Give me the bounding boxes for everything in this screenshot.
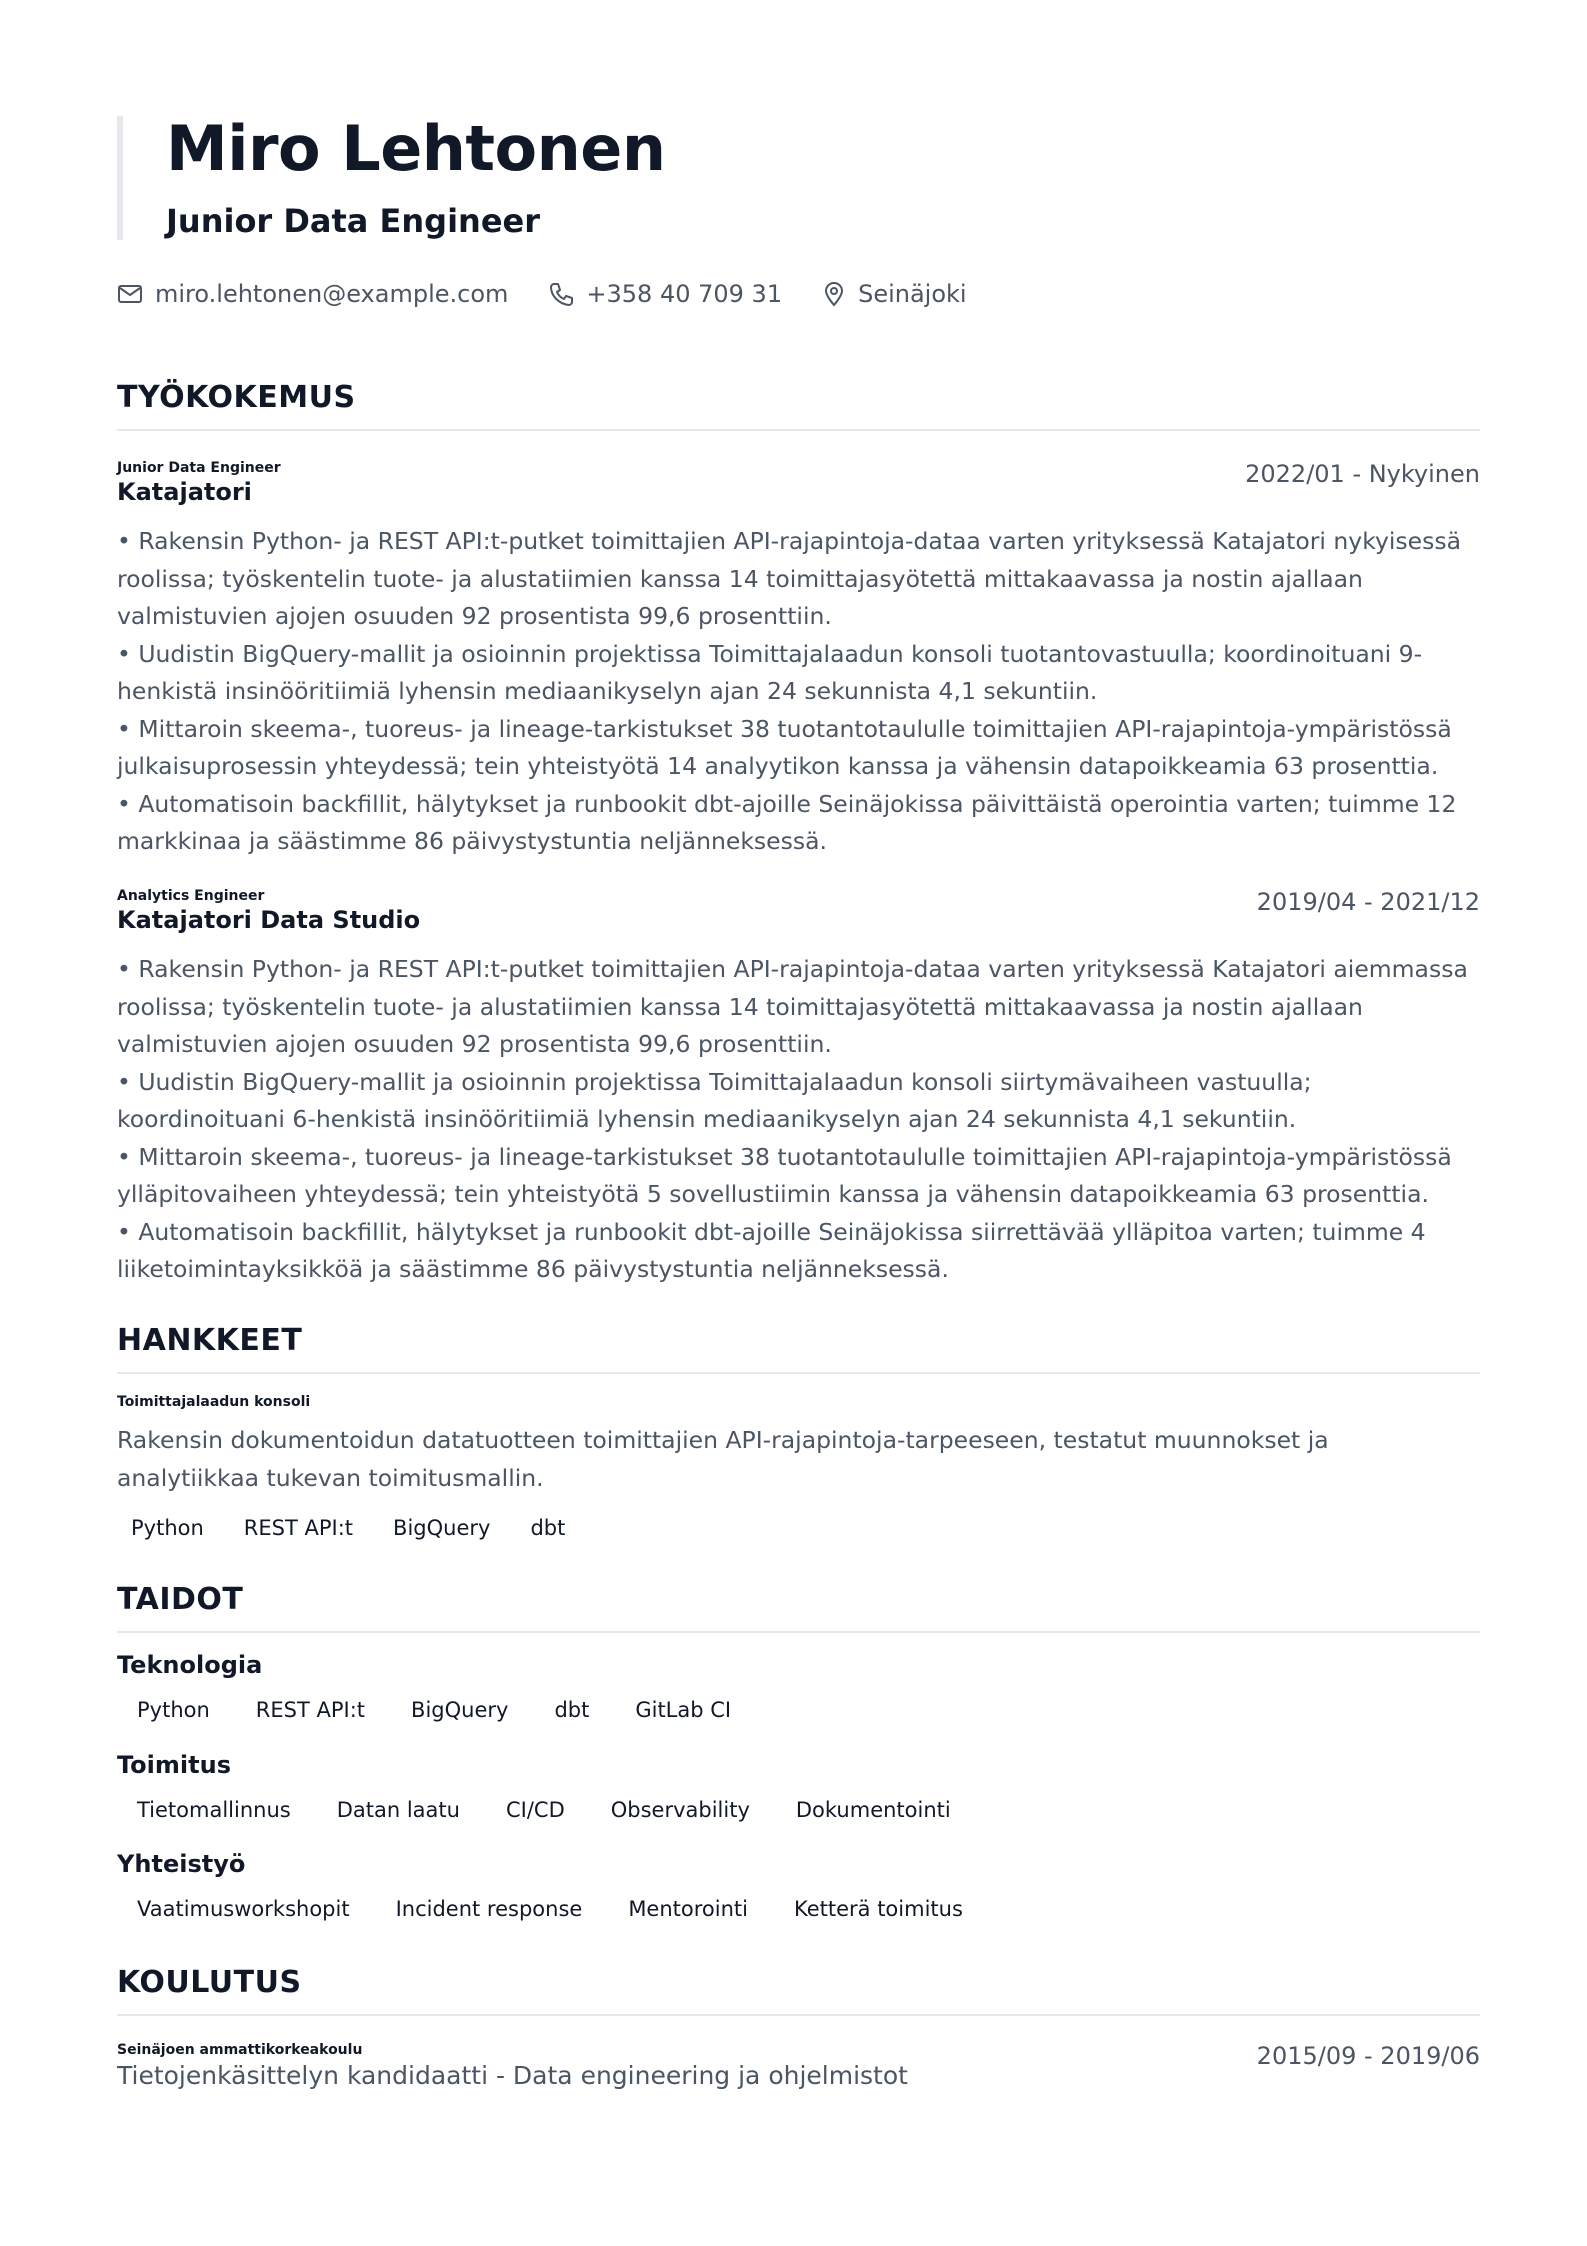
skill-tag: CI/CD bbox=[505, 1798, 565, 1822]
skill-tag: Datan laatu bbox=[336, 1798, 460, 1822]
contact-phone[interactable] bbox=[548, 280, 782, 308]
tag: dbt bbox=[530, 1516, 566, 1540]
contact-row bbox=[117, 280, 1007, 308]
skill-tags bbox=[117, 1798, 977, 1822]
skill-tag: Dokumentointi bbox=[795, 1798, 951, 1822]
job-bullet: • Uudistin BigQuery-mallit ja osioinnin projektissa Toimittajalaadun konsoli tuotantovastuulla; koordinoituani 9-henkistä insinööritiimiä lyhensin mediaanikyselyn ajan 24 sekunnista 4,1 sekuntiin. bbox=[117, 639, 1423, 705]
experience-heading: TYÖKOKEMUS bbox=[117, 380, 1480, 431]
job-bullet: • Rakensin Python- ja REST API:t-putket toimittajien API-rajapintoja-dataa varten yrityksessä Katajatori aiemmassa roolissa; työskentelin tuote- ja alustatiimien kanssa 14 toimittajasyötettä mittakaavassa ja nostin ajallaan valmistuvien ajojen osuuden 92 prosentista 99,6 prosenttiin. bbox=[117, 955, 1468, 1058]
tag: BigQuery bbox=[393, 1516, 491, 1540]
tag: Python bbox=[131, 1516, 204, 1540]
skill-tags bbox=[117, 1897, 989, 1921]
job-company: Katajatori bbox=[117, 478, 252, 506]
skill-tag: Observability bbox=[610, 1798, 750, 1822]
project-tags bbox=[117, 1516, 585, 1540]
skill-tag: REST API:t bbox=[255, 1698, 366, 1722]
skill-tag: Ketterä toimitus bbox=[793, 1897, 963, 1921]
contact-phone-text: +358 40 709 31 bbox=[586, 280, 783, 308]
candidate-name: Miro Lehtonen bbox=[166, 112, 666, 185]
location-icon bbox=[822, 281, 846, 307]
job-date: 2019/04 - 2021/12 bbox=[1256, 888, 1480, 916]
skill-category: Yhteistyö bbox=[117, 1850, 246, 1878]
projects-heading: HANKKEET bbox=[117, 1323, 1480, 1374]
job-bullet: • Automatisoin backfillit, hälytykset ja runbookit dbt-ajoille Seinäjokissa siirrettävää ylläpitoa varten; tuimme 4 liiketoimintayksikköä ja säästimme 86 päivystystuntia neljänneksessä. bbox=[117, 1217, 1426, 1283]
job-bullet: • Rakensin Python- ja REST API:t-putket toimittajien API-rajapintoja-dataa varten yrityksessä Katajatori nykyisessä roolissa; työskentelin tuote- ja alustatiimien kanssa 14 toimittajasyötettä mittakaavassa ja nostin ajallaan valmistuvien ajojen osuuden 92 prosentista 99,6 prosenttiin. bbox=[117, 527, 1461, 630]
project-description: Rakensin dokumentoidun datatuotteen toimittajien API-rajapintoja-tarpeeseen, testatut muunnokset ja analytiikkaa tukevan toimitusmallin. bbox=[117, 1426, 1329, 1492]
job-bullet: • Uudistin BigQuery-mallit ja osioinnin projektissa Toimittajalaadun konsoli siirtymävaiheen vastuulla; koordinoituani 6-henkistä insinööritiimiä lyhensin mediaanikyselyn ajan 24 sekunnista 4,1 sekuntiin. bbox=[117, 1067, 1312, 1133]
skill-tag: Tietomallinnus bbox=[137, 1798, 291, 1822]
education-school: Seinäjoen ammattikorkeakoulu bbox=[117, 2042, 363, 2058]
skill-tag: Vaatimusworkshopit bbox=[137, 1897, 350, 1921]
candidate-title: Junior Data Engineer bbox=[166, 202, 541, 240]
skill-tag: Python bbox=[137, 1698, 210, 1722]
job-bullets bbox=[117, 951, 1480, 1289]
contact-location-text: Seinäjoki bbox=[858, 280, 967, 308]
contact-email-text: miro.lehtonen@example.com bbox=[155, 280, 509, 308]
job-bullet: • Mittaroin skeema-, tuoreus- ja lineage-tarkistukset 38 tuotantotaululle toimittajien API-rajapintoja-ympäristössä ylläpitovaiheen yhteydessä; tein yhteistyötä 5 sovellustiimin kanssa ja vähensin datapoikkeamia 63 prosenttia. bbox=[117, 1142, 1452, 1208]
job-bullet: • Mittaroin skeema-, tuoreus- ja lineage-tarkistukset 38 tuotantotaululle toimittajien API-rajapintoja-ympäristössä julkaisuprosessin yhteydessä; tein yhteistyötä 14 analyytikon kanssa ja vähensin datapoikkeamia 63 prosenttia. bbox=[117, 714, 1452, 780]
skill-category: Toimitus bbox=[117, 1751, 231, 1779]
skills-heading: TAIDOT bbox=[117, 1582, 1480, 1633]
mail-icon bbox=[117, 283, 143, 305]
education-heading: KOULUTUS bbox=[117, 1965, 1480, 2016]
contact-email[interactable] bbox=[117, 280, 508, 308]
tag: REST API:t bbox=[243, 1516, 354, 1540]
skill-tag: Mentorointi bbox=[628, 1897, 748, 1921]
skill-tag: GitLab CI bbox=[635, 1698, 732, 1722]
skill-tag: dbt bbox=[554, 1698, 590, 1722]
job-bullets bbox=[117, 523, 1480, 861]
education-date: 2015/09 - 2019/06 bbox=[1256, 2042, 1480, 2070]
contact-location bbox=[822, 280, 967, 308]
job-role: Analytics Engineer bbox=[117, 888, 265, 904]
skill-tag: Incident response bbox=[395, 1897, 583, 1921]
resume-header bbox=[117, 112, 666, 240]
skill-tags bbox=[117, 1698, 757, 1722]
skill-tag: BigQuery bbox=[411, 1698, 509, 1722]
job-bullet: • Automatisoin backfillit, hälytykset ja runbookit dbt-ajoille Seinäjokissa päivittäistä operointia varten; tuimme 12 markkinaa ja säästimme 86 päivystystuntia neljänneksessä. bbox=[117, 789, 1457, 855]
project-name: Toimittajalaadun konsoli bbox=[117, 1394, 311, 1410]
phone-icon bbox=[548, 281, 574, 307]
job-role: Junior Data Engineer bbox=[117, 460, 281, 476]
job-date: 2022/01 - Nykyinen bbox=[1245, 460, 1480, 488]
job-company: Katajatori Data Studio bbox=[117, 906, 421, 934]
skill-category: Teknologia bbox=[117, 1651, 263, 1679]
education-degree: Tietojenkäsittelyn kandidaatti - Data engineering ja ohjelmistot bbox=[117, 2061, 908, 2090]
